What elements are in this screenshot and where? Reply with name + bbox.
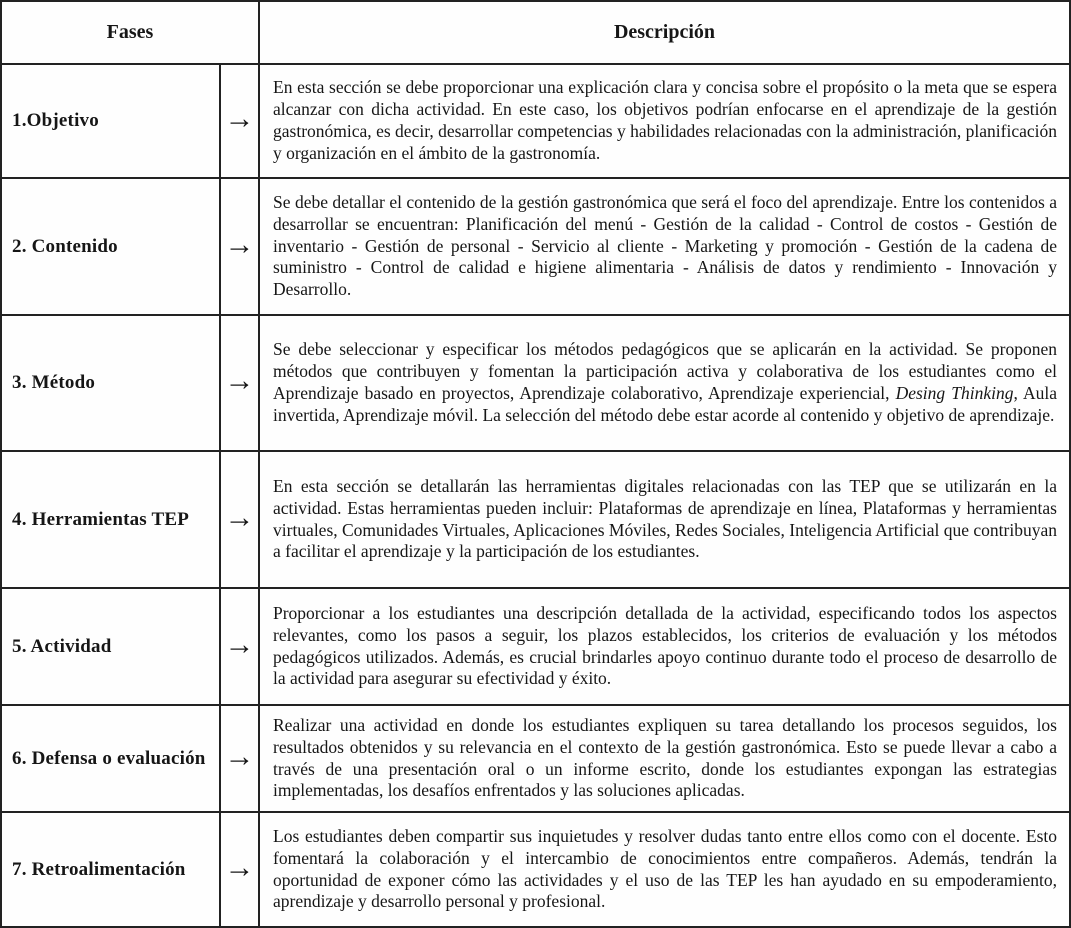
- table-header-row: [2, 2, 1069, 65]
- right-arrow-icon: →: [221, 316, 260, 450]
- right-arrow-icon: →: [221, 452, 260, 587]
- fase-description: [273, 339, 1057, 426]
- column-header-fases: Fases: [2, 2, 260, 63]
- description-segment: En esta sección se debe proporcionar una explicación clara y concisa sobre el propósito o la meta que se espera alcanzar con dicha actividad. En este caso, los objetivos podrían enfocarse en el aprendizaje de la gestión gastronómica, es decir, desarrollar competencias y habilidades relacionadas con la administración, planificación y organización en el ámbito de la gastronomía.: [273, 77, 1057, 163]
- description-segment: En esta sección se detallarán las herramientas digitales relacionadas con las TEP que se utilizarán en la actividad. Estas herramientas pueden incluir: Plataformas de aprendizaje en línea, Plataformas y herramientas virtuales, Comunidades Virtuales, Aplicaciones Móviles, Redes Sociales, Inteligencia Artificial que contribuyan a facilitar el aprendizaje y la participación de los estudiantes.: [273, 475, 1057, 562]
- fase-label: 1.Objetivo: [2, 65, 221, 177]
- description-segment: Se debe detallar el contenido de la gestión gastronómica que será el foco del aprendizaje. Entre los contenidos a desarrollar se encuentran: Planificación del menú - Gestión de la calidad - Control de costos - Gestión de inventario - Gestión de personal - Servicio al cliente - Marketing y promoción - Gestión de la cadena de suministro - Control de calidad e higiene alimentaria - Análisis de datos y rendimiento - Innovación y Desarrollo.: [273, 192, 1057, 300]
- fase-label: 7. Retroalimentación: [2, 813, 221, 926]
- fase-label: 6. Defensa o evaluación: [2, 706, 221, 811]
- table-row: [2, 452, 1069, 589]
- fase-description: [273, 476, 1057, 563]
- description-segment: , Aula invertida, Aprendizaje móvil. La selección del método debe estar acorde al contenido y objetivo de aprendizaje.: [273, 383, 1057, 425]
- fase-label: 3. Método: [2, 316, 221, 450]
- fase-description-cell: [260, 706, 1069, 811]
- description-segment: Realizar una actividad en donde los estudiantes expliquen su tarea detallando los procesos seguidos, los resultados obtenidos y su relevancia en el contexto de la gestión gastronómica. Esto se puede llevar a cabo a través de una presentación oral o un informe escrito, donde los estudiantes expongan las estrategias implementadas, los desafíos enfrentados y las soluciones aplicadas.: [273, 714, 1057, 801]
- fase-label: 5. Actividad: [2, 589, 221, 704]
- right-arrow-icon: →: [221, 179, 260, 314]
- table-row: [2, 813, 1069, 926]
- right-arrow-icon: →: [221, 589, 260, 704]
- fase-description: [273, 826, 1057, 913]
- description-segment: Se debe seleccionar y especificar los métodos pedagógicos que se aplicarán en la actividad. Se proponen métodos que contribuyen y fomentan la participación activa y colaborativa de los estudiantes como el Aprendizaje basado en proyectos, Aprendizaje colaborativo, Aprendizaje experiencial,: [273, 339, 1057, 403]
- fase-description: [273, 603, 1057, 690]
- fase-description-cell: [260, 316, 1069, 450]
- fase-description: [273, 77, 1057, 164]
- fase-label: 4. Herramientas TEP: [2, 452, 221, 587]
- fase-description-cell: [260, 589, 1069, 704]
- fase-description-cell: [260, 452, 1069, 587]
- table-body: [2, 65, 1069, 926]
- table-row: [2, 589, 1069, 706]
- right-arrow-icon: →: [221, 706, 260, 811]
- description-segment: Proporcionar a los estudiantes una descripción detallada de la actividad, especificando todos los aspectos relevantes, como los pasos a seguir, los plazos establecidos, los criterios de evaluación y los métodos pedagógicos utilizados. Además, es crucial brindarles apoyo continuo durante todo el proceso de desarrollo de la actividad para asegurar su efectividad y éxito.: [273, 602, 1057, 689]
- fase-description-cell: [260, 179, 1069, 314]
- description-segment: Desing Thinking: [895, 383, 1014, 403]
- right-arrow-icon: →: [221, 65, 260, 177]
- right-arrow-icon: →: [221, 813, 260, 926]
- fase-label: 2. Contenido: [2, 179, 221, 314]
- fase-description-cell: [260, 65, 1069, 177]
- description-segment: Los estudiantes deben compartir sus inquietudes y resolver dudas tanto entre ellos como con el docente. Esto fomentará la colaboración y el intercambio de conocimientos entre compañeros. Además, tendrán la oportunidad de exponer cómo las actividades y el uso de las TEP les han ayudado en su empoderamiento, aprendizaje y desarrollo personal y profesional.: [273, 825, 1057, 912]
- fase-description: [273, 192, 1057, 301]
- table-row: [2, 65, 1069, 179]
- column-header-descripcion: Descripción: [613, 21, 716, 43]
- table-row: [2, 179, 1069, 316]
- table-row: [2, 706, 1069, 813]
- table-row: [2, 316, 1069, 452]
- fase-description-cell: [260, 813, 1069, 926]
- fase-description: [273, 715, 1057, 802]
